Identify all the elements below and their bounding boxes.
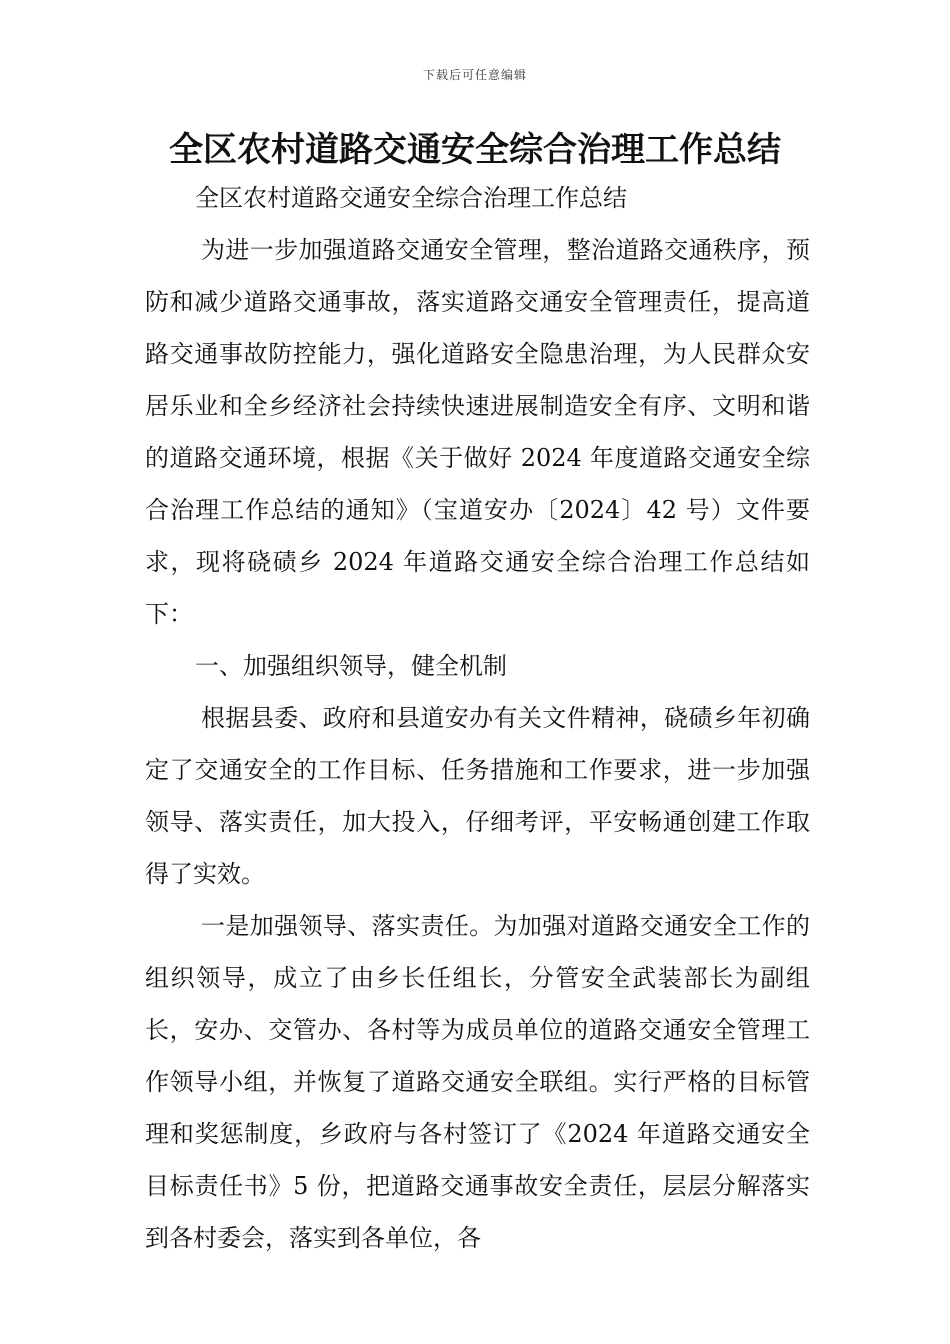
section-heading-1: 一、加强组织领导，健全机制 [195, 652, 507, 680]
document-subtitle: 全区农村道路交通安全综合治理工作总结 [195, 184, 627, 212]
paragraph-intro: 为进一步加强道路交通安全管理，整治道路交通秩序，预防和减少道路交通事故，落实道路交通安全管理责任，提高道路交通事故防控能力，强化道路安全隐患治理，为人民群众安居乐业和全乡经济社会持续快速进展制造安全有序、文明和谐的道路交通环境，根据《关于做好 2024 年度道路交通安全综合治理工作总结的通知》（宝道安办〔2024〕42 号）文件要求，现将硗碛乡 2024 年道路交通安全综合治理工作总结如下： [145, 236, 810, 628]
document-title: 全区农村道路交通安全综合治理工作总结 [169, 130, 781, 170]
page-header-note: 下载后可任意编辑 [422, 68, 527, 82]
paragraph-leadership: 一是加强领导、落实责任。为加强对道路交通安全工作的组织领导，成立了由乡长任组长，分管安全武装部长为副组长，安办、交管办、各村等为成员单位的道路交通安全管理工作领导小组，并恢复了道路交通安全联组。实行严格的目标管理和奖惩制度，乡政府与各村签订了《2024 年道路交通安全目标责任书》5 份，把道路交通事故安全责任，层层分解落实到各村委会，落实到各单位，各 [145, 912, 810, 1252]
paragraph-section-1: 根据县委、政府和县道安办有关文件精神，硗碛乡年初确定了交通安全的工作目标、任务措施和工作要求，进一步加强领导、落实责任，加大投入，仔细考评，平安畅通创建工作取得了实效。 [145, 704, 810, 888]
document-body [145, 172, 810, 1264]
